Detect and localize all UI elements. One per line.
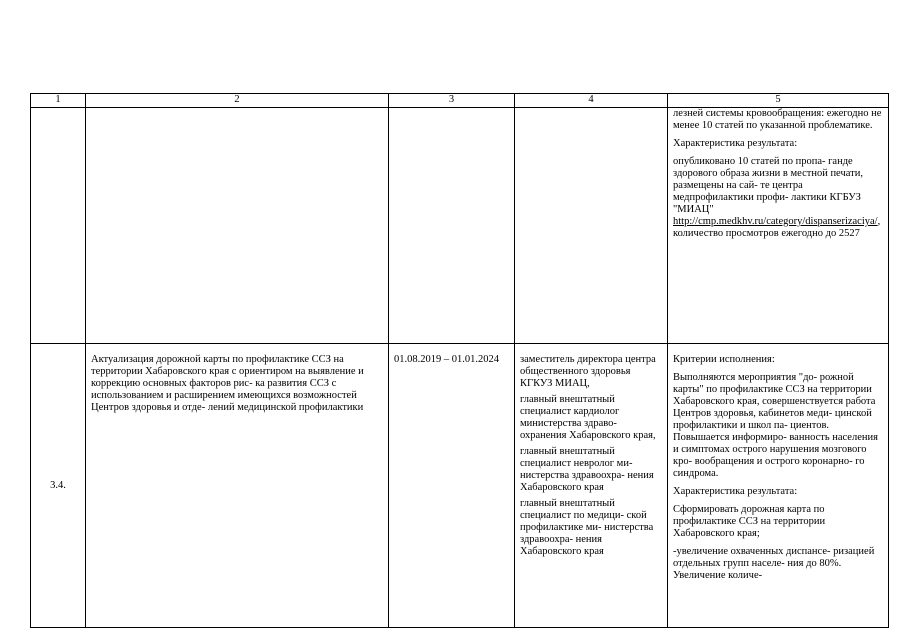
cell-activity-empty [86,108,389,344]
result-characteristic-body [673,156,883,240]
result-continued-text: лезней системы кровообращения: ежегодно не менее 10 статей по указанной проблематике. [673,108,882,131]
cell-responsible-empty [515,108,668,344]
column-header-1: 1 [31,94,86,108]
table-row-continued [31,108,889,344]
responsible-item: заместитель директора центра общественного здоровья КГКУЗ МИАЦ, [520,354,656,389]
result-label: Характеристика результата: [673,486,798,497]
responsible-item: главный внештатный специалист кардиолог министерства здраво- охранения Хабаровского края, [520,394,656,441]
action-plan-table [30,93,889,628]
column-header-5: 5 [668,94,889,108]
table-row-3-4 [31,344,889,628]
cell-result [668,344,889,628]
cell-dates-empty [389,108,515,344]
cell-responsible [515,344,668,628]
criteria-body: Выполняются мероприятия "до- рожной карты" по профилактике ССЗ на территории Хабаровского края, совершенствуется работа Центров здоровья, кабинетов меди- цинской профилактики и школ па- циентов. Повышается информиро- ванность населения и симптомах острого нарушения мозгового кро- вообращения и острого коронарно- го синдрома. [673,372,878,479]
dispanserization-link[interactable]: http://cmp.medkhv.ru/category/dispanserizaciya/ [673,216,878,227]
cell-activity: Актуализация дорожной карты по профилактике ССЗ на территории Хабаровского края с ориентиром на выявление и коррекцию основных факторов рис- ка развития ССЗ с использованием и расширением имеющихся возможностей Центров здоровья и отде- лений медицинской профилактики [86,344,389,628]
cell-result-continued [668,108,889,344]
cell-dates: 01.08.2019 – 01.01.2024 [389,344,515,628]
responsible-item: главный внештатный специалист невролог ми- нистерства здравоохра- нения Хабаровского края [520,446,654,493]
result-more: -увеличение охваченных диспансе- ризацией отдельных групп населе- ния до 80%. Увеличение количе- [673,546,875,581]
result-body-text: опубликовано 10 статей по пропа- ганде здорового образа жизни в местной печати, размещены на сай- те центра медпрофилактики профи- лактики КГБУЗ "МИАЦ" [673,156,863,215]
cell-number-empty [31,108,86,344]
table-header-row [31,94,889,108]
result-views-text: , количество просмотров ежегодно до 2527 [673,216,881,239]
column-header-3: 3 [389,94,515,108]
result-characteristic-label: Характеристика результата: [673,138,798,149]
cell-number: 3.4. [31,344,86,628]
responsible-item: главный внештатный специалист по медици- ской профилактике ми- нистерства здравоохра- нения Хабаровского края [520,498,654,557]
column-header-2: 2 [86,94,389,108]
criteria-label: Критерии исполнения: [673,354,775,365]
result-body: Сформировать дорожная карта по профилактике ССЗ на территории Хабаровского края; [673,504,826,539]
column-header-4: 4 [515,94,668,108]
